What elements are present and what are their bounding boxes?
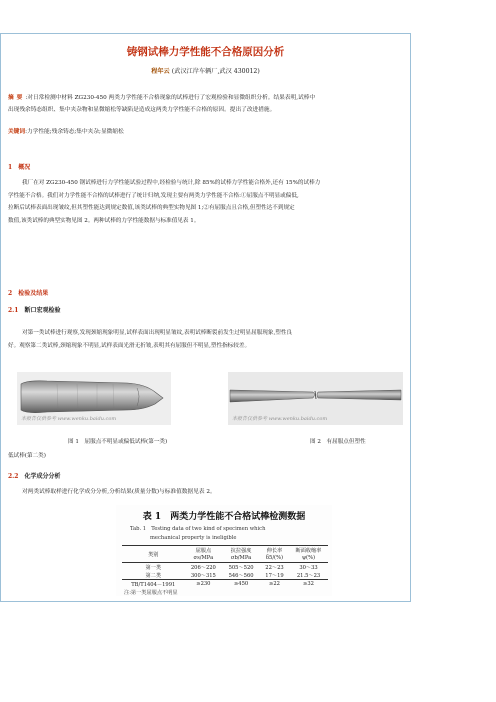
table-head-class: 类别 xyxy=(148,551,159,558)
section-2-heading xyxy=(8,288,48,297)
section-2-title: 检验及结果 xyxy=(18,290,49,297)
table-cell: 第二类 xyxy=(145,572,162,579)
table-cell: 546～560 xyxy=(228,572,254,579)
table-head-unit: σs/MPa xyxy=(193,555,214,561)
table-cell: 17～19 xyxy=(265,572,284,579)
keywords-line xyxy=(8,126,408,138)
table-cell: ≥230 xyxy=(196,581,211,587)
table-head-unit: ψ(%) xyxy=(301,555,316,561)
table-header-row xyxy=(122,546,328,555)
table-cell: ≥450 xyxy=(233,581,249,587)
section-2-2-title: 化学成分分析 xyxy=(24,473,61,480)
table-1-title: 表 1 两类力学性能不合格试棒检测数据 xyxy=(142,512,306,522)
paper-title: 铸钢试棒力学性能不合格原因分析 xyxy=(126,46,285,58)
figure-1-photo xyxy=(17,372,171,425)
section-2-1-body xyxy=(8,327,404,357)
s1-line-4: 数值,该类试棒的典型实物见图 2。两种试棒的力学性能数据与标准值见表 1。 xyxy=(8,217,200,224)
table-head-col: 屈服点 xyxy=(195,547,212,554)
table-1 xyxy=(116,505,332,596)
table-cell: TB/T1404－1991 xyxy=(131,581,176,588)
s1-line-2: 学性能不合格。我们对力学性能不合格的试棒进行了统计归纳,发现主要有两类力学性能不合格:①屈服点不明显或偏低, xyxy=(8,192,299,199)
table-head-col: 伸长率 xyxy=(266,547,283,554)
table-head-col: 断面收缩率 xyxy=(295,547,322,554)
table-cell: 206～220 xyxy=(190,564,216,571)
s21-line-1: 对第一类试棒进行观察,发现颈缩现象明显,试样表面出现明显皱纹,表明试棒断裂前发生过明显屈服现象,塑性良 xyxy=(22,330,293,336)
section-2-2-body: 对两类试棒取样进行化学成分分析,分析结果(质量分数)与标准值数据见表 2。 xyxy=(22,489,216,495)
table-1-note: 注:第一类屈服点不明显 xyxy=(124,590,178,596)
section-1-body xyxy=(8,177,404,252)
figure-1-caption: 图 1 屈服点不明显或偏低试棒(第一类) xyxy=(68,439,168,445)
abstract-text-1: :对日常检测中材料 ZG230-450 两类力学性能不合格现象的试棒进行了宏观检验和显微组织分析。结果表明,试棒中 xyxy=(25,95,316,101)
keywords-text: :力学性能;残余铸态;集中夹杂;显微缩松 xyxy=(25,129,124,135)
section-2-1-title: 断口宏观检验 xyxy=(24,307,61,314)
s21-line-2: 好。观察第二类试棒,颈缩现象不明显,试样表面光滑无折皱,表明其有屈服但不明显,塑性指标较差。 xyxy=(8,342,251,349)
figure-2-watermark: 本报告仅供参考 www.wenku.baidu.com xyxy=(232,416,328,422)
table-row xyxy=(122,563,328,572)
table-cell: ≥32 xyxy=(303,581,314,587)
table-head-unit: σb/MPa xyxy=(230,555,252,561)
section-2-2-heading xyxy=(8,471,60,480)
s1-line-3: 拉断后试棒表面出现皱纹,但其塑性能达到规定数值,该类试棒的典型实物见图 1;②有屈服点且合格,但塑性达不到规定 xyxy=(8,205,295,211)
figure-2-photo xyxy=(228,372,403,425)
author-line xyxy=(0,66,411,75)
figure-1-watermark: 本报告仅供参考 www.wenku.baidu.com xyxy=(21,416,117,422)
table-1-grid xyxy=(122,545,328,588)
table-cell: ≥22 xyxy=(269,581,280,587)
table-cell: 22～23 xyxy=(265,564,284,571)
s1-line-1: 我厂在对 ZG230-450 钢试棒进行力学性能试验过程中,经检验与统计,除 85%的试棒力学性能合格外,还有 15%的试棒力 xyxy=(22,180,321,186)
section-1-number: 1 xyxy=(8,164,13,171)
abstract-line-2: 出现残余铸态组织、集中夹杂物和显微缩松等缺陷是造成这两类力学性能不合格的原因。提出了改进措施。 xyxy=(8,107,276,113)
table-cell: 505～520 xyxy=(228,564,254,571)
section-2-2-number: 2.2 xyxy=(8,473,19,480)
table-row xyxy=(122,580,328,589)
table-row xyxy=(122,571,328,580)
table-head-col: 抗拉强度 xyxy=(230,547,252,554)
abstract-label: 摘要 xyxy=(8,95,26,101)
table-cell: 第一类 xyxy=(145,564,162,571)
figure-2-caption: 图 2 有屈服点但塑性 xyxy=(310,439,366,445)
table-1-subtitle-1: Tab. 1 Testing data of two kind of specimen which xyxy=(130,526,266,532)
section-1-title: 概况 xyxy=(18,164,31,171)
author-name: 程年云 xyxy=(151,68,170,75)
author-affiliation: (武汉江岸车辆厂,武汉 430012) xyxy=(171,68,260,75)
table-head-unit: δ5/(%) xyxy=(265,555,284,561)
section-1-heading xyxy=(8,162,30,171)
keywords-label: 关键词 xyxy=(8,129,26,135)
abstract-line-1 xyxy=(8,92,408,104)
table-1-subtitle-2: mechanical property is ineligible xyxy=(150,535,237,541)
section-2-number: 2 xyxy=(8,290,13,297)
table-cell: 30～33 xyxy=(299,564,318,571)
table-cell: 21.5～23 xyxy=(296,572,321,579)
section-2-1-heading xyxy=(8,305,60,314)
figure-2-caption-continued: 低试棒(第二类) xyxy=(8,453,46,459)
table-cell: 300～315 xyxy=(190,572,216,579)
section-2-1-number: 2.1 xyxy=(8,307,19,314)
